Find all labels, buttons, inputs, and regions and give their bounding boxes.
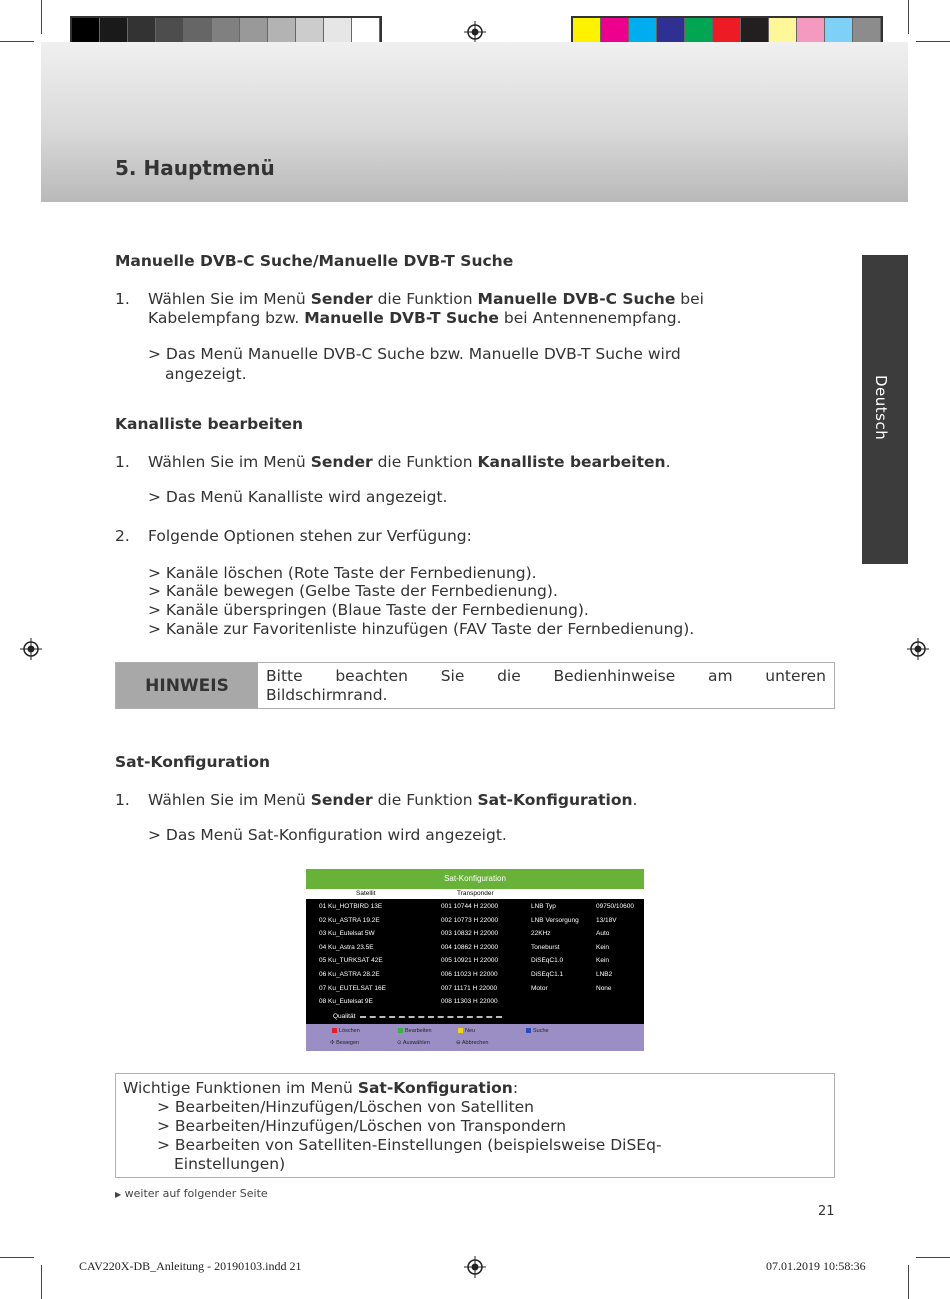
box-item-cont: Einstellungen) — [174, 1155, 286, 1173]
crop-mark — [908, 0, 909, 34]
color-swatch — [853, 18, 881, 45]
step-text: Wählen Sie im Menü Sender die Funktion Manuelle DVB-C Suche bei Kabelempfang bzw. Manuelle DVB-T Suche bei Antennenempfang. — [148, 290, 704, 327]
play-arrow-icon: ▶ — [115, 1190, 122, 1199]
color-swatch — [72, 18, 100, 45]
crop-mark — [0, 41, 34, 42]
color-swatch — [685, 18, 713, 45]
note-box — [115, 662, 835, 709]
crop-mark — [0, 1257, 34, 1258]
continued-note: ▶ weiter auf folgender Seite — [115, 1187, 268, 1200]
step-text: Folgende Optionen stehen zur Verfügung: — [148, 527, 472, 545]
color-swatch — [184, 18, 212, 45]
section-heading-sat-config: Sat-Konfiguration — [115, 753, 271, 771]
page-number: 21 — [818, 1204, 835, 1219]
registration-mark-icon — [907, 638, 929, 660]
color-swatch — [629, 18, 657, 45]
color-swatch — [100, 18, 128, 45]
box-item: > Bearbeiten/Hinzufügen/Löschen von Satelliten — [157, 1098, 535, 1116]
color-swatch — [156, 18, 184, 45]
option-item: > Kanäle bewegen (Gelbe Taste der Fernbedienung). — [148, 582, 558, 600]
option-item: > Kanäle zur Favoritenliste hinzufügen (FAV Taste der Fernbedienung). — [148, 620, 695, 638]
page-title: 5. Hauptmenü — [115, 156, 275, 180]
language-tab-label: Deutsch — [872, 375, 890, 441]
screenshot-title: Sat-Konfiguration — [306, 869, 644, 889]
file-slug: CAV220X-DB_Anleitung - 20190103.indd 21 — [79, 1259, 302, 1273]
color-swatch — [324, 18, 352, 45]
color-swatch — [212, 18, 240, 45]
step-number: 1. — [115, 791, 130, 809]
result-text-cont: angezeigt. — [165, 365, 247, 383]
color-swatch — [268, 18, 296, 45]
result-text: > Das Menü Manuelle DVB-C Suche bzw. Manuelle DVB-T Suche wird — [148, 345, 681, 363]
color-swatch — [240, 18, 268, 45]
option-item: > Kanäle überspringen (Blaue Taste der Fernbedienung). — [148, 601, 589, 619]
screenshot-column-header: Satellit Transponder Ku_ASTRA 19.2E — [306, 889, 644, 899]
sat-config-screenshot: Sat-Konfiguration Satellit Transponder Ku_ASTRA 19.2E 01 Ku_HOTBIRD 13E 001 10744 H 22000 LNB Typ 09750/10600 02 Ku_ASTRA 19.2E 002 10773 H 22000 LNB Versorgung 13/18V 03 Ku_Eutelsat 5W 003 10832 H 22000 22KHz Auto 04 Ku_Astra 23.5E 004 10862 H 22000 Toneburst Kein 05 Ku_TURKSAT 42E 005 10921 H 22000 DiSEqC1.0 Kein 06 Ku_ASTRA 28.2E 006 11023 H 22000 DiSEqC1.1 LNB2 07 Ku_EUTELSAT 16E 007 11171 H 22000 Motor None 08 Ku_Eutelsat 9E 008 11303 H 22000 Qualität Löschen Bearbeiten Neu Suche ✣ Bewegen ⊙ Auswählen ⊖ Abbrechen — [306, 869, 644, 1051]
color-swatch — [797, 18, 825, 45]
crop-mark — [916, 1257, 950, 1258]
date-slug: 07.01.2019 10:58:36 — [766, 1259, 866, 1273]
crop-mark — [41, 1265, 42, 1299]
box-item: > Bearbeiten von Satelliten-Einstellungen (beispielsweise DiSEq- — [157, 1136, 662, 1154]
box-intro: Wichtige Funktionen im Menü Sat-Konfiguration: — [123, 1079, 519, 1097]
color-swatch — [352, 18, 380, 45]
color-swatch — [296, 18, 324, 45]
result-text: > Das Menü Sat-Konfiguration wird angezeigt. — [148, 826, 507, 844]
registration-mark-icon — [464, 1256, 486, 1278]
functions-box — [115, 1073, 835, 1178]
color-swatch — [128, 18, 156, 45]
color-swatch — [601, 18, 629, 45]
step-number: 1. — [115, 290, 130, 308]
crop-mark — [916, 41, 950, 42]
color-swatch — [769, 18, 797, 45]
screenshot-help-bar: Löschen Bearbeiten Neu Suche ✣ Bewegen ⊙ Auswählen ⊖ Abbrechen — [306, 1024, 644, 1051]
section-heading-channel-list: Kanalliste bearbeiten — [115, 415, 304, 433]
step-text: Wählen Sie im Menü Sender die Funktion Kanalliste bearbeiten. — [148, 453, 671, 471]
box-item: > Bearbeiten/Hinzufügen/Löschen von Transpondern — [157, 1117, 567, 1135]
crop-mark — [41, 0, 42, 34]
color-swatch — [713, 18, 741, 45]
header-band — [41, 42, 908, 202]
step-number: 2. — [115, 527, 130, 545]
note-text: Bitte beachten Sie die Bedienhinweise am unteren Bildschirmrand. — [266, 667, 826, 704]
color-swatch — [573, 18, 601, 45]
registration-mark-icon — [20, 638, 42, 660]
step-text: Wählen Sie im Menü Sender die Funktion Sat-Konfiguration. — [148, 791, 638, 809]
section-heading-manual-search: Manuelle DVB-C Suche/Manuelle DVB-T Suche — [115, 252, 514, 270]
color-swatch — [657, 18, 685, 45]
registration-mark-icon — [464, 21, 486, 43]
step-number: 1. — [115, 453, 130, 471]
result-text: > Das Menü Kanalliste wird angezeigt. — [148, 488, 448, 506]
note-label: HINWEIS — [116, 663, 258, 708]
color-swatch — [741, 18, 769, 45]
color-swatch — [825, 18, 853, 45]
option-item: > Kanäle löschen (Rote Taste der Fernbedienung). — [148, 564, 537, 582]
crop-mark — [908, 1265, 909, 1299]
language-tab — [862, 255, 908, 564]
